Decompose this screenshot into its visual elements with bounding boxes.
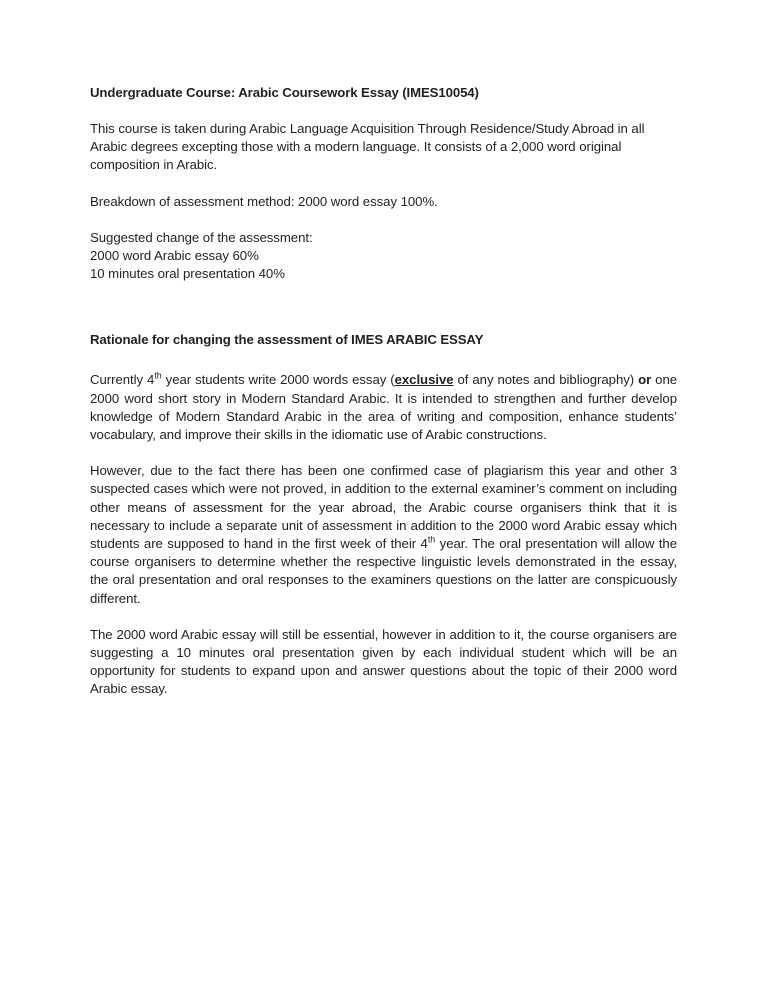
heading-spacer xyxy=(90,349,677,371)
however-text-part-1: However, due to the fact there has been one confirmed case of plagiarism this year and other 3 suspected cases which were not proved, in addition to the external examiner’s comment on including other means of assessment for the year abroad, the Arabic course organisers think that it is necessary to include a separate unit of assessment in addition to the 2000 word Arabic essay which students are supposed to hand in the first week of their 4 xyxy=(90,463,677,552)
rationale-text-part-4: one 2000 word short story in Modern Standard Arabic. It is intended to strengthen and further develop knowledge of Modern Standard Arabic in the area of writing and composition, enhance students’ vocabulary, and improve their skills in the idiomatic use of Arabic constructions. xyxy=(90,372,678,443)
ordinal-superscript-fourth-year: th xyxy=(154,371,162,382)
section-spacer xyxy=(90,283,677,331)
document-body xyxy=(90,84,677,717)
suggested-change-essay-line: 2000 word Arabic essay 60% xyxy=(90,248,259,264)
intro-paragraph: This course is taken during Arabic Language Acquisition Through Residence/Study Abroad in all Arabic degrees excepting those with a modern language. It consists of a 2,000 word original composition in Arabic. xyxy=(90,121,645,173)
ordinal-superscript-fourth-year-2: th xyxy=(427,534,436,545)
rationale-paragraph xyxy=(90,371,677,444)
rationale-text-part-3: of any notes and bibliography) xyxy=(453,372,639,388)
however-text-part-2: year. The oral presentation will allow the course organisers to determine whether the respective linguistic levels demonstrated in the essay, the oral presentation and oral responses to the examiners questions on the latter are conspicuously different. xyxy=(90,536,677,606)
however-paragraph xyxy=(90,462,677,608)
rationale-text-part-1: Currently 4 xyxy=(90,372,155,388)
rationale-text-part-2: year students write 2000 words essay ( xyxy=(161,372,395,388)
emphasis-exclusive: exclusive xyxy=(394,372,454,388)
suggested-change-heading: Suggested change of the assessment: xyxy=(90,229,313,245)
rationale-heading: Rationale for changing the assessment of IMES ARABIC ESSAY xyxy=(90,332,484,348)
closing-paragraph: The 2000 word Arabic essay will still be essential, however in addition to it, the course organisers are suggesting a 10 minutes oral presentation given by each individual student which will be an opportunity for students to expand upon and answer questions about the topic of their 2000 word Arabic essay. xyxy=(90,626,677,697)
suggested-change-block xyxy=(90,229,677,284)
assessment-breakdown-paragraph: Breakdown of assessment method: 2000 word essay 100%. xyxy=(90,193,438,209)
emphasis-or: or xyxy=(638,372,652,388)
page-title: Undergraduate Course: Arabic Coursework Essay (IMES10054) xyxy=(90,85,479,100)
suggested-change-presentation-line: 10 minutes oral presentation 40% xyxy=(90,266,285,282)
